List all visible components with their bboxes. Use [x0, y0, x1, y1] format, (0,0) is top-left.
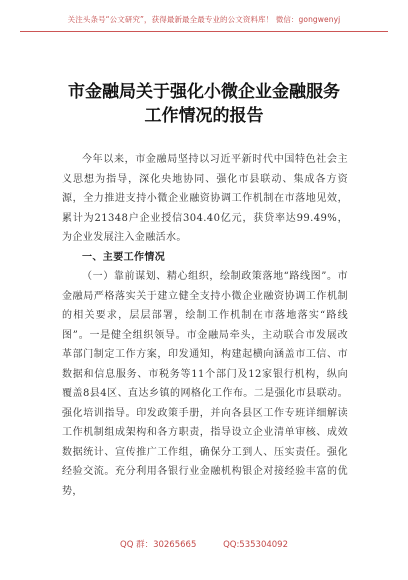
- header-banner: 关注头条号“公文研究”，获得最新最全最专业的公文资料库！ 微信：gongwenyj: [67, 15, 341, 24]
- title-line-2: 工作情况的报告: [144, 106, 264, 126]
- section-heading: 一、主要工作情况: [82, 251, 166, 263]
- document-body: [62, 150, 348, 501]
- footer-qq-group: QQ 群：30265665: [120, 540, 197, 550]
- footer-qq-number: QQ:535304092: [223, 540, 288, 550]
- title-line-1: 市金融局关于强化小微企业金融服务: [68, 82, 340, 102]
- footer-contact: [0, 538, 408, 550]
- section-paragraph: （一）靠前谋划、精心组织，绘制政策落地“路线图”。市金融局严格落实关于建立健全支持小微企业融资协调工作机制的相关要求，层层部署，绘制工作机制在市落地落实“路线图”。一是健全组织领导。市金融局牵头，主动联合市发展改革部门制定工作方案，印发通知，构建起横向涵盖市工信、市数据和信息服务、市税务等11个部门及12家银行机构，纵向覆盖8县4区、直达乡镇的网格化工作布。二是强化市县联动。强化培训指导。印发政策手册，并向各县区工作专班详细解读工作机制组成架构和各方职责，指导设立企业清单审核、成效数据统计、宣传推广工作组，确保分工到人、压实责任。强化经验交流。充分利用各银行业金融机构银企对接经验丰富的优势，: [62, 271, 348, 497]
- intro-paragraph: 今年以来，市金融局坚持以习近平新时代中国特色社会主义思想为指导，深化央地协同、强化市县联动、集成各方资源，全力推进支持小微企业融资协调工作机制在市落地见效，累计为21348户企业授信304.40亿元，获贷率达99.49%，为企业发展注入金融活水。: [62, 154, 348, 243]
- header-divider: [20, 31, 388, 32]
- document-title: [0, 80, 408, 128]
